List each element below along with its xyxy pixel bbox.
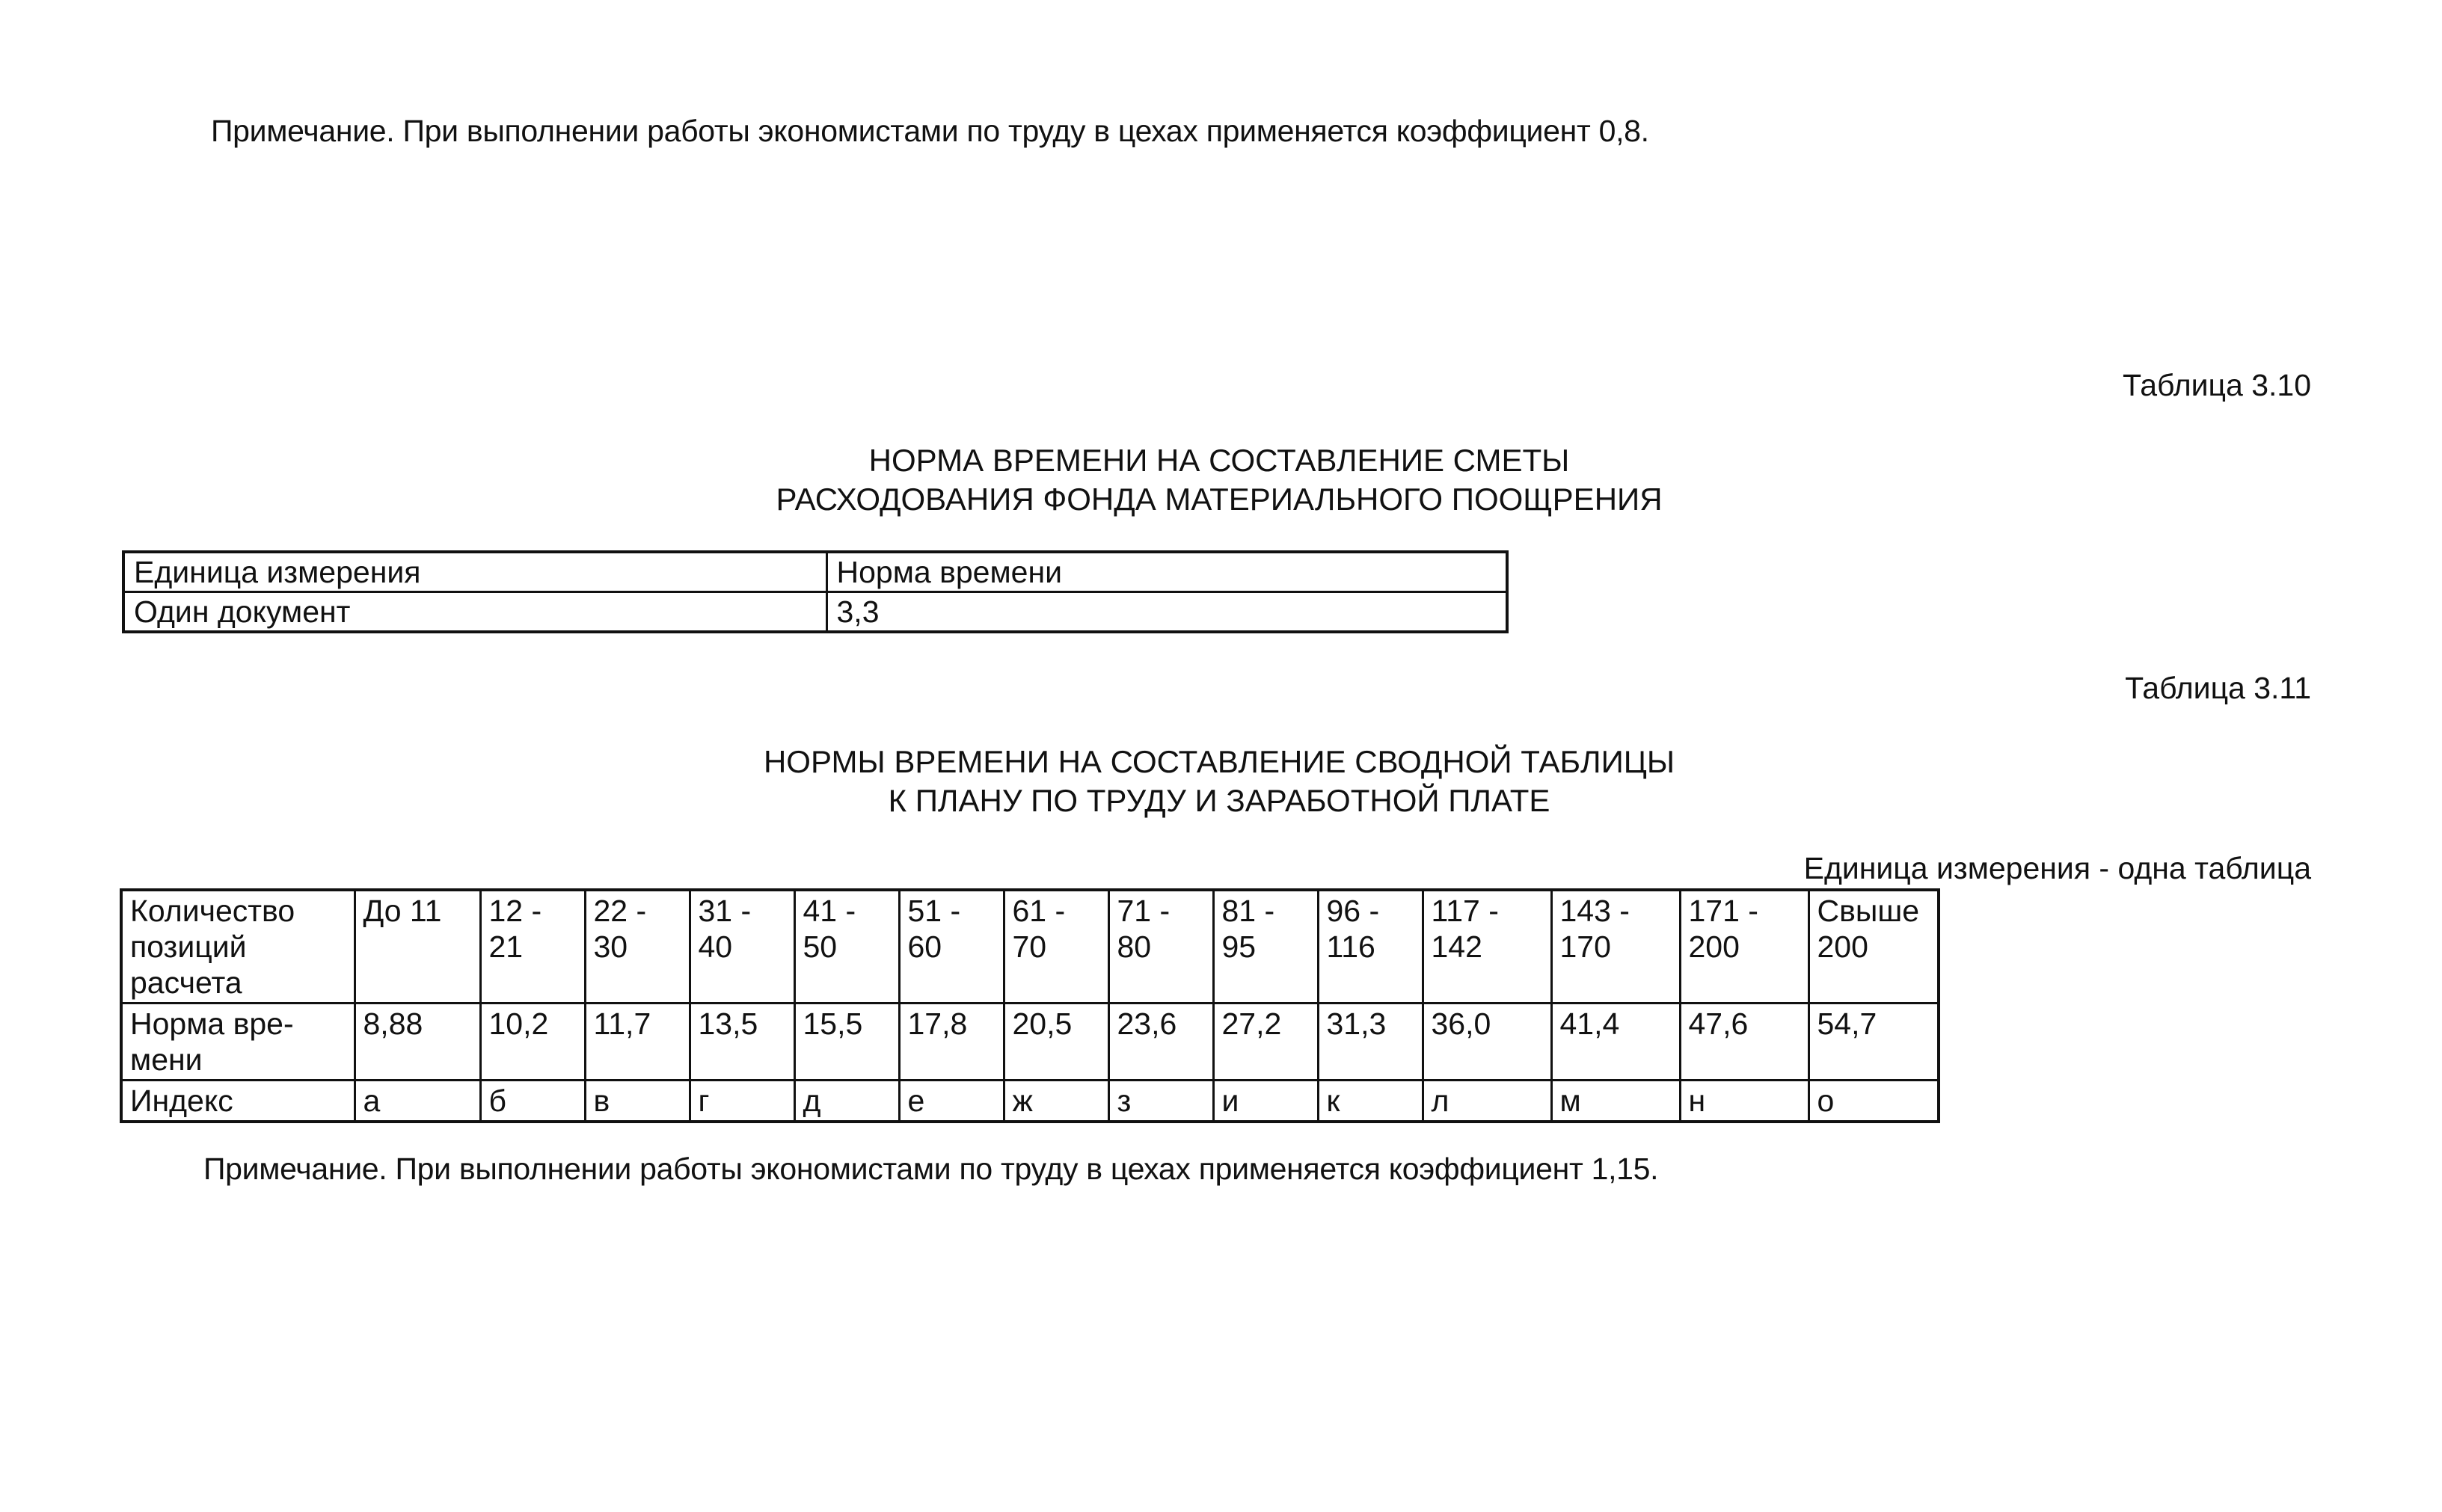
table-3-10-cell-norm: 3,3 [826, 592, 1507, 633]
range-cell [1004, 890, 1108, 1004]
index-cell: л [1423, 1081, 1551, 1122]
index-cell: ж [1004, 1081, 1108, 1122]
table-3-10-cell-unit: Один документ [123, 592, 826, 633]
row-label-norm-line1: Норма вре- [130, 1007, 294, 1041]
index-cell: м [1551, 1081, 1680, 1122]
table-row [121, 890, 1939, 1004]
row-label-quantity-line1: Количество [130, 894, 295, 928]
range-line2: 30 [593, 929, 628, 964]
table-3-10-label: Таблица 3.10 [2123, 368, 2311, 402]
norm-cell: 10,2 [480, 1004, 585, 1081]
range-line1: 12 - [488, 894, 542, 928]
range-line2: 70 [1012, 929, 1047, 964]
row-label-norm [121, 1004, 355, 1081]
index-cell: н [1680, 1081, 1809, 1122]
norm-cell: 13,5 [690, 1004, 794, 1081]
range-line2: 200 [1817, 929, 1868, 964]
index-cell: б [480, 1081, 585, 1122]
table-row [121, 1081, 1939, 1122]
table-3-10-header-unit: Единица измерения [123, 552, 826, 592]
index-cell: к [1318, 1081, 1423, 1122]
range-cell [1318, 890, 1423, 1004]
range-line1: 22 - [593, 894, 647, 928]
row-label-norm-line2: мени [130, 1042, 203, 1077]
index-cell: в [585, 1081, 690, 1122]
range-line2: 21 [488, 929, 524, 964]
range-line1: 61 - [1012, 894, 1066, 928]
norm-cell: 54,7 [1809, 1004, 1939, 1081]
range-cell [1551, 890, 1680, 1004]
norm-cell: 23,6 [1108, 1004, 1213, 1081]
range-line1: 117 - [1431, 894, 1499, 928]
range-cell [1680, 890, 1809, 1004]
range-line2: 170 [1559, 929, 1611, 964]
index-cell: е [899, 1081, 1004, 1122]
range-line1: 81 - [1221, 894, 1275, 928]
row-label-index: Индекс [121, 1081, 355, 1122]
range-cell [794, 890, 899, 1004]
range-line1: 51 - [907, 894, 961, 928]
range-cell [690, 890, 794, 1004]
range-line1: 71 - [1117, 894, 1171, 928]
table-3-10 [122, 550, 1509, 633]
range-line2: 95 [1221, 929, 1257, 964]
range-line1: 41 - [803, 894, 856, 928]
range-cell [355, 890, 480, 1004]
table-3-11-unit: Единица измерения - одна таблица [1803, 851, 2311, 885]
range-cell [1809, 890, 1939, 1004]
range-cell [585, 890, 690, 1004]
table-3-11 [120, 888, 1940, 1123]
range-line2: 200 [1688, 929, 1740, 964]
norm-cell: 17,8 [899, 1004, 1004, 1081]
table-3-10-title [673, 441, 1765, 519]
table-3-10-header-norm: Норма времени [826, 552, 1507, 592]
table-row [123, 552, 1507, 592]
range-line2: 50 [803, 929, 838, 964]
table-3-11-title-line1: НОРМЫ ВРЕМЕНИ НА СОСТАВЛЕНИЕ СВОДНОЙ ТАБЛИЦЫ [763, 744, 1675, 779]
table-row [123, 592, 1507, 633]
norm-cell: 41,4 [1551, 1004, 1680, 1081]
range-line1: До 11 [363, 894, 442, 928]
norm-cell: 36,0 [1423, 1004, 1551, 1081]
table-3-11-title [673, 743, 1765, 820]
range-cell [480, 890, 585, 1004]
index-cell: д [794, 1081, 899, 1122]
range-cell [1108, 890, 1213, 1004]
norm-cell: 47,6 [1680, 1004, 1809, 1081]
index-cell: г [690, 1081, 794, 1122]
row-label-quantity [121, 890, 355, 1004]
range-line1: 143 - [1559, 894, 1630, 928]
table-3-11-title-line2: К ПЛАНУ ПО ТРУДУ И ЗАРАБОТНОЙ ПЛАТЕ [888, 783, 1550, 818]
range-line2: 80 [1117, 929, 1152, 964]
norm-cell: 11,7 [585, 1004, 690, 1081]
norm-cell: 8,88 [355, 1004, 480, 1081]
index-cell: з [1108, 1081, 1213, 1122]
range-line1: 171 - [1688, 894, 1758, 928]
range-cell [899, 890, 1004, 1004]
norm-cell: 20,5 [1004, 1004, 1108, 1081]
table-3-11-label: Таблица 3.11 [2125, 671, 2311, 705]
note-bottom: Примечание. При выполнении работы экономистами по труду в цехах применяется коэффициент 1,15. [203, 1152, 1659, 1186]
range-line1: Свыше [1817, 894, 1920, 928]
range-line1: 96 - [1326, 894, 1380, 928]
row-label-quantity-line3: расчета [130, 965, 242, 1000]
table-3-10-title-line2: РАСХОДОВАНИЯ ФОНДА МАТЕРИАЛЬНОГО ПООЩРЕНИЯ [776, 482, 1663, 517]
norm-cell: 15,5 [794, 1004, 899, 1081]
range-line1: 31 - [698, 894, 752, 928]
index-cell: и [1213, 1081, 1318, 1122]
table-3-10-title-line1: НОРМА ВРЕМЕНИ НА СОСТАВЛЕНИЕ СМЕТЫ [868, 443, 1570, 478]
range-cell [1213, 890, 1318, 1004]
index-cell: а [355, 1081, 480, 1122]
norm-cell: 31,3 [1318, 1004, 1423, 1081]
range-cell [1423, 890, 1551, 1004]
table-row [121, 1004, 1939, 1081]
range-line2: 40 [698, 929, 733, 964]
index-cell: о [1809, 1081, 1939, 1122]
range-line2: 116 [1326, 929, 1375, 964]
row-label-quantity-line2: позиций [130, 929, 247, 964]
range-line2: 60 [907, 929, 942, 964]
range-line2: 142 [1431, 929, 1482, 964]
norm-cell: 27,2 [1213, 1004, 1318, 1081]
note-top: Примечание. При выполнении работы экономистами по труду в цехах применяется коэффициент 0,8. [211, 114, 1649, 148]
